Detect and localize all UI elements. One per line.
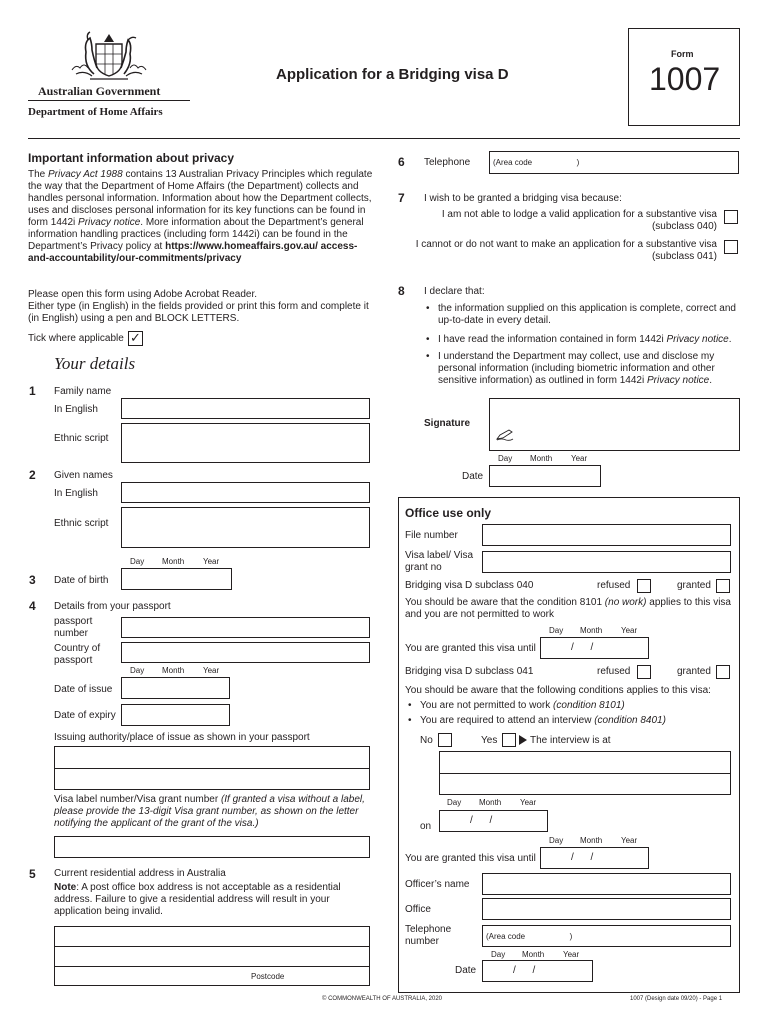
issuing-divider — [55, 768, 369, 769]
interview-at-label: The interview is at — [530, 735, 611, 746]
q3-number: 3 — [29, 573, 36, 587]
q1-label: Family name — [54, 386, 112, 397]
issue-year-label: Year — [203, 666, 220, 675]
issuing-authority-field[interactable] — [54, 746, 370, 790]
bv040-granted-checkbox[interactable] — [716, 579, 730, 593]
interview-yes-checkbox[interactable] — [502, 733, 516, 747]
q7-option-1: I am not able to lodge a valid application for a substantive visa (subclass 040) — [441, 209, 717, 232]
q7-option-2-checkbox[interactable] — [724, 240, 738, 254]
telephone-field[interactable] — [489, 151, 739, 174]
instruction-open: Please open this form using Adobe Acrobat Reader. — [28, 289, 258, 300]
office-date-label: Date — [455, 965, 477, 976]
pen-icon — [496, 429, 514, 441]
q8-number: 8 — [398, 284, 405, 298]
interview-no-checkbox[interactable] — [438, 733, 452, 747]
form-label: Form — [671, 49, 694, 59]
officer-area-code: (Area code ) — [486, 932, 573, 941]
q2-in-english: In English — [54, 488, 98, 499]
q7-option-2: I cannot or do not want to make an application for a substantive visa (subclass 041) — [415, 239, 717, 262]
privacy-policy-link[interactable]: https://www.homeaffairs.gov.au/ access-and-accountability/our-commitments/privacy — [28, 241, 358, 264]
declaration-1: • the information supplied on this application is complete, correct and up-to-date in every detail. — [426, 303, 750, 327]
check-icon: ✓ — [130, 330, 141, 345]
interview-date-slashes: / / — [470, 815, 493, 826]
q7-number: 7 — [398, 191, 405, 205]
date-of-issue-label: Date of issue — [54, 684, 113, 695]
condition-8401: • You are required to attend an interview (condition 8401) — [408, 715, 666, 727]
following-conditions-text: You should be aware that the following conditions applies to this visa: — [405, 685, 711, 696]
granted-until-field-1[interactable] — [540, 637, 649, 659]
file-number-field[interactable] — [482, 524, 731, 546]
declaration-3: • I understand the Department may collect, use and disclose my personal information (including biometric information and other sensitive information) as outlined in form 1442i Privacy notice. — [426, 351, 738, 387]
date-of-birth-field[interactable] — [121, 568, 232, 590]
dob-year-label: Year — [203, 557, 220, 566]
dept-name: Department of Home Affairs — [28, 106, 163, 118]
office-date-year-label: Year — [563, 950, 580, 959]
country-of-passport-field[interactable] — [121, 642, 370, 663]
tick-example-box — [128, 331, 143, 346]
country-label: Country of passport — [54, 643, 101, 666]
form-number: 1007 — [649, 61, 721, 97]
family-name-english-field[interactable] — [121, 398, 370, 419]
q2-label: Given names — [54, 470, 113, 481]
address-divider-2 — [55, 966, 369, 967]
sig-date-month-label: Month — [530, 454, 553, 463]
sig-date-year-label: Year — [571, 454, 588, 463]
granted-until-slashes-1: / / — [571, 642, 594, 653]
officer-telephone-label: Telephone number — [405, 924, 452, 947]
office-date-month-label: Month — [522, 950, 545, 959]
until2-year-label: Year — [621, 836, 638, 845]
passport-number-field[interactable] — [121, 617, 370, 638]
q1-ethnic: Ethnic script — [54, 433, 109, 444]
q5-label: Current residential address in Australia — [54, 868, 226, 879]
q2-number: 2 — [29, 468, 36, 482]
until1-month-label: Month — [580, 626, 603, 635]
visa-label-instruction: Visa label number/Visa grant number (If granted a visa without a label, please provide the 13-digit Visa grant number, as shown on the letter notifying the applicant of the grant of the visa.) — [54, 794, 365, 829]
on-year-label: Year — [520, 798, 537, 807]
interview-on-label: on — [420, 821, 432, 832]
bv040-refused-label: refused — [597, 580, 631, 591]
office-date-field[interactable] — [482, 960, 593, 982]
q8-label: I declare that: — [424, 286, 485, 297]
office-date-slashes: / / — [513, 965, 536, 976]
visa-grant-no-field[interactable] — [482, 551, 731, 573]
bv040-refused-checkbox[interactable] — [637, 579, 651, 593]
until2-month-label: Month — [580, 836, 603, 845]
given-names-ethnic-field[interactable] — [121, 507, 370, 548]
date-of-expiry-label: Date of expiry — [54, 710, 116, 721]
instruction-type: Either type (in English) in the fields provided or print this form and complete it (in English) using a pen and BLOCK LETTERS. — [28, 301, 369, 324]
coat-of-arms-logo — [70, 30, 148, 82]
signature-label: Signature — [424, 418, 471, 429]
passport-number-label: passport number — [54, 616, 93, 639]
q7-option-1-checkbox[interactable] — [724, 210, 738, 224]
header-rule — [28, 138, 740, 139]
privacy-heading: Important information about privacy — [28, 151, 235, 165]
arrow-right-icon — [519, 735, 527, 745]
granted-until-field-2[interactable] — [540, 847, 649, 869]
q1-number: 1 — [29, 384, 36, 398]
q4-label: Details from your passport — [54, 601, 171, 612]
granted-until-label-2: You are granted this visa until — [405, 853, 536, 864]
visa-label-label: Visa label/ Visa grant no — [405, 550, 474, 573]
issue-day-label: Day — [130, 666, 145, 675]
given-names-english-field[interactable] — [121, 482, 370, 503]
dob-day-label: Day — [130, 557, 145, 566]
on-month-label: Month — [479, 798, 502, 807]
office-use-heading: Office use only — [405, 506, 492, 520]
on-day-label: Day — [447, 798, 462, 807]
sig-date-day-label: Day — [498, 454, 513, 463]
officer-name-label: Officer’s name — [405, 879, 470, 890]
issue-month-label: Month — [162, 666, 185, 675]
tick-label: Tick where applicable — [28, 333, 124, 344]
office-label: Office — [405, 904, 431, 915]
bv041-refused-label: refused — [597, 666, 631, 677]
interview-location-field[interactable] — [439, 751, 731, 795]
officer-name-field[interactable] — [482, 873, 731, 895]
officer-telephone-field[interactable] — [482, 925, 731, 947]
bv040-granted-label: granted — [677, 580, 711, 591]
bv041-refused-checkbox[interactable] — [637, 665, 651, 679]
dob-month-label: Month — [162, 557, 185, 566]
address-divider-1 — [55, 946, 369, 947]
granted-until-label-1: You are granted this visa until — [405, 643, 536, 654]
visa-label-number-field[interactable] — [54, 836, 370, 858]
file-number-label: File number — [405, 530, 458, 541]
declaration-date-label: Date — [462, 471, 484, 482]
until1-day-label: Day — [549, 626, 564, 635]
page-info: 1007 (Design date 09/20) - Page 1 — [630, 996, 723, 1002]
issuing-authority-label: Issuing authority/place of issue as shown in your passport — [54, 732, 310, 743]
q6-label: Telephone — [424, 157, 471, 168]
gov-name: Australian Government — [38, 84, 161, 98]
signature-field[interactable] — [489, 398, 740, 451]
interview-divider — [440, 773, 730, 774]
form-number-box — [628, 28, 740, 126]
bv041-granted-label: granted — [677, 666, 711, 677]
q4-number: 4 — [29, 599, 36, 613]
bv041-granted-checkbox[interactable] — [716, 665, 730, 679]
q6-number: 6 — [398, 155, 405, 169]
q5-number: 5 — [29, 867, 36, 881]
q1-in-english: In English — [54, 404, 98, 415]
declaration-date-field[interactable] — [489, 465, 601, 487]
q2-ethnic: Ethnic script — [54, 518, 109, 529]
office-field[interactable] — [482, 898, 731, 920]
declaration-2: • I have read the information contained in form 1442i Privacy notice. — [426, 334, 750, 346]
cond-8101-text: You should be aware that the condition 8101 (no work) applies to this visa and you are not permitted to work — [405, 597, 731, 620]
privacy-text: The Privacy Act 1988 contains 13 Australian Privacy Principles which regulate the way that the Department of Home Affairs (the Department) collects and handles personal information. Information about how the Department collects, uses and discloses personal information for its key functions can be found in form 1442i Privacy notice. More information about the Department’s general information handling practices (including form 1442i) can be found in the Department’s Privacy policy at https://www.homeaffairs.gov.au/ access-and-accountability/our-commitments/privacy — [28, 169, 373, 264]
header-divider — [28, 100, 190, 101]
page-title: Application for a Bridging visa D — [276, 66, 509, 83]
condition-8101: • You are not permitted to work (condition 8101) — [408, 700, 625, 712]
residential-address-field[interactable] — [54, 926, 370, 986]
q7-label: I wish to be granted a bridging visa because: — [424, 193, 622, 204]
interview-yes-label: Yes — [481, 735, 498, 746]
copyright: © COMMONWEALTH OF AUSTRALIA, 2020 — [322, 996, 442, 1002]
date-of-issue-field[interactable] — [121, 677, 230, 699]
q5-note: Note: A post office box address is not acceptable as a residential address. Failure to give a residential address will result in your application being invalid. — [54, 882, 341, 917]
until2-day-label: Day — [549, 836, 564, 845]
office-date-day-label: Day — [491, 950, 506, 959]
granted-until-slashes-2: / / — [571, 852, 594, 863]
family-name-ethnic-field[interactable] — [121, 423, 370, 463]
q3-label: Date of birth — [54, 575, 109, 586]
postcode-label: Postcode — [251, 972, 285, 981]
telephone-area-code: (Area code ) — [493, 158, 580, 167]
until1-year-label: Year — [621, 626, 638, 635]
interview-date-field[interactable] — [439, 810, 548, 832]
interview-no-label: No — [420, 735, 433, 746]
bv040-label: Bridging visa D subclass 040 — [405, 580, 534, 591]
bv041-label: Bridging visa D subclass 041 — [405, 666, 534, 677]
date-of-expiry-field[interactable] — [121, 704, 230, 726]
your-details-heading: Your details — [54, 354, 136, 373]
